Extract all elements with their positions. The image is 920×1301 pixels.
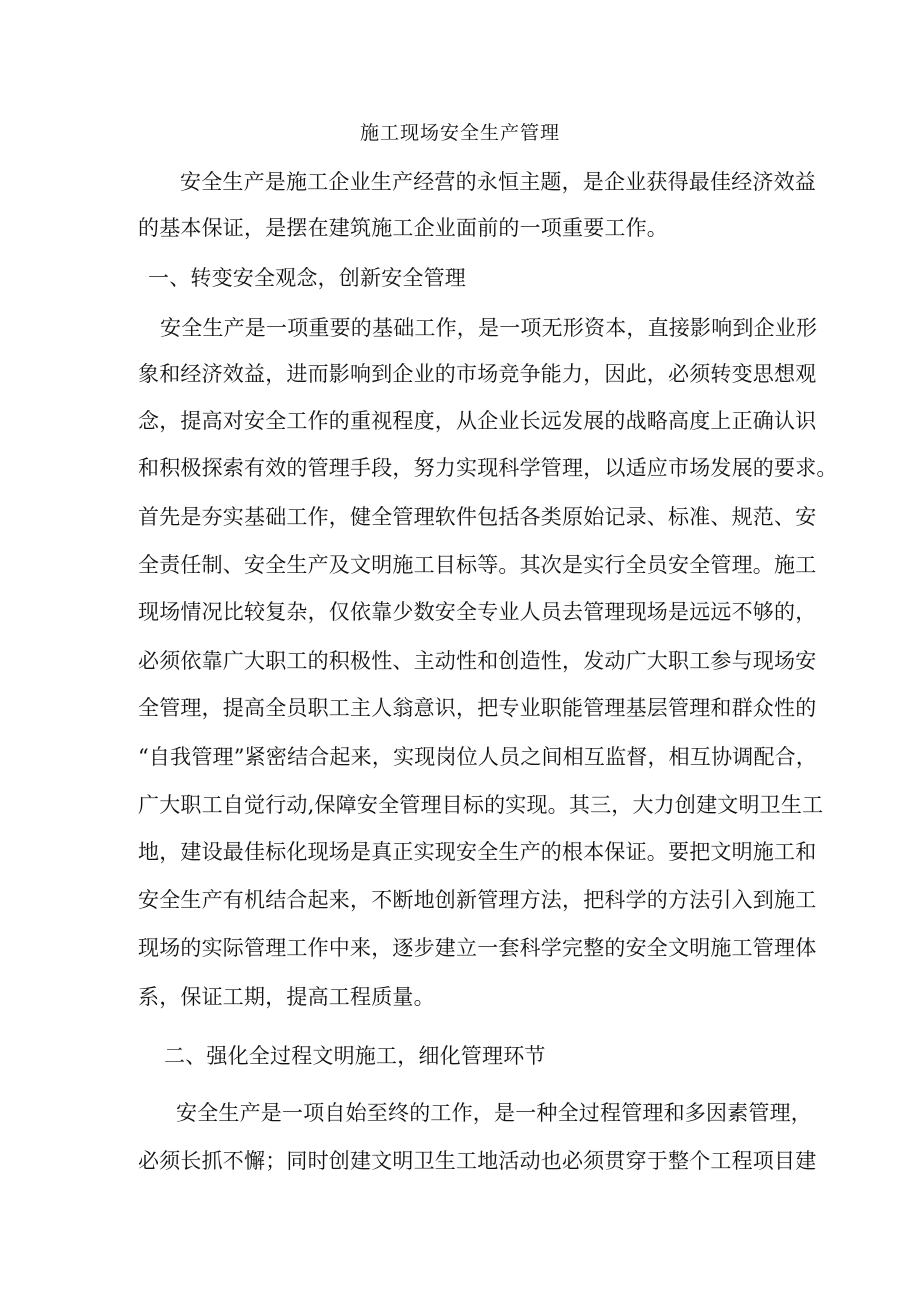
section1-line-9: 全管理，提高全员职工主人翁意识，把专业职能管理基层管理和群众性的 xyxy=(138,696,817,720)
section2-heading: 二、强化全过程文明施工，细化管理环节 xyxy=(164,1044,546,1068)
section1-heading: 一、转变安全观念，创新安全管理 xyxy=(148,266,466,290)
section1-line-11: 广大职工自觉行动,保障安全管理目标的实现。其三，大力创建文明卫生工 xyxy=(138,793,824,817)
section2-line-2: 必须长抓不懈；同时创建文明卫生工地活动也必须贯穿于整个工程项目建 xyxy=(138,1149,817,1173)
section1-line-12: 地，建设最佳标化现场是真正实现安全生产的根本保证。要把文明施工和 xyxy=(138,840,817,864)
section1-line-14: 现场的实际管理工作中来，逐步建立一套科学完整的安全文明施工管理体 xyxy=(138,936,817,960)
section1-line-8: 必须依靠广大职工的积极性、主动性和创造性，发动广大职工参与现场安 xyxy=(138,649,817,673)
document-title: 施工现场安全生产管理 xyxy=(359,122,560,144)
section1-line-6: 全责任制、安全生产及文明施工目标等。其次是实行全员安全管理。施工 xyxy=(138,553,817,577)
section1-line-13: 安全生产有机结合起来，不断地创新管理方法，把科学的方法引入到施工 xyxy=(138,888,817,912)
section2-line-1: 安全生产是一项自始至终的工作，是一种全过程管理和多因素管理， xyxy=(176,1101,812,1125)
section1-line-4: 和积极探索有效的管理手段，努力实现科学管理，以适应市场发展的要求。 xyxy=(138,456,838,480)
section1-line-5: 首先是夯实基础工作，健全管理软件包括各类原始记录、标准、规范、安 xyxy=(138,505,817,529)
section1-line-7: 现场情况比较复杂，仅依靠少数安全专业人员去管理现场是远远不够的， xyxy=(138,600,817,624)
section1-line-1: 安全生产是一项重要的基础工作，是一项无形资本，直接影响到企业形 xyxy=(160,316,818,340)
section1-line-2: 象和经济效益，进而影响到企业的市场竞争能力，因此，必须转变思想观 xyxy=(138,362,817,386)
intro-line-2: 的基本保证，是摆在建筑施工企业面前的一项重要工作。 xyxy=(138,216,668,240)
section1-line-3: 念，提高对安全工作的重视程度，从企业长远发展的战略高度上正确认识 xyxy=(138,409,817,433)
section1-line-15: 系，保证工期，提高工程质量。 xyxy=(138,985,435,1009)
intro-line-1: 安全生产是施工企业生产经营的永恒主题，是企业获得最佳经济效益 xyxy=(180,170,816,194)
section1-line-10: “自我管理”紧密结合起来，实现岗位人员之间相互监督，相互协调配合， xyxy=(138,745,818,769)
